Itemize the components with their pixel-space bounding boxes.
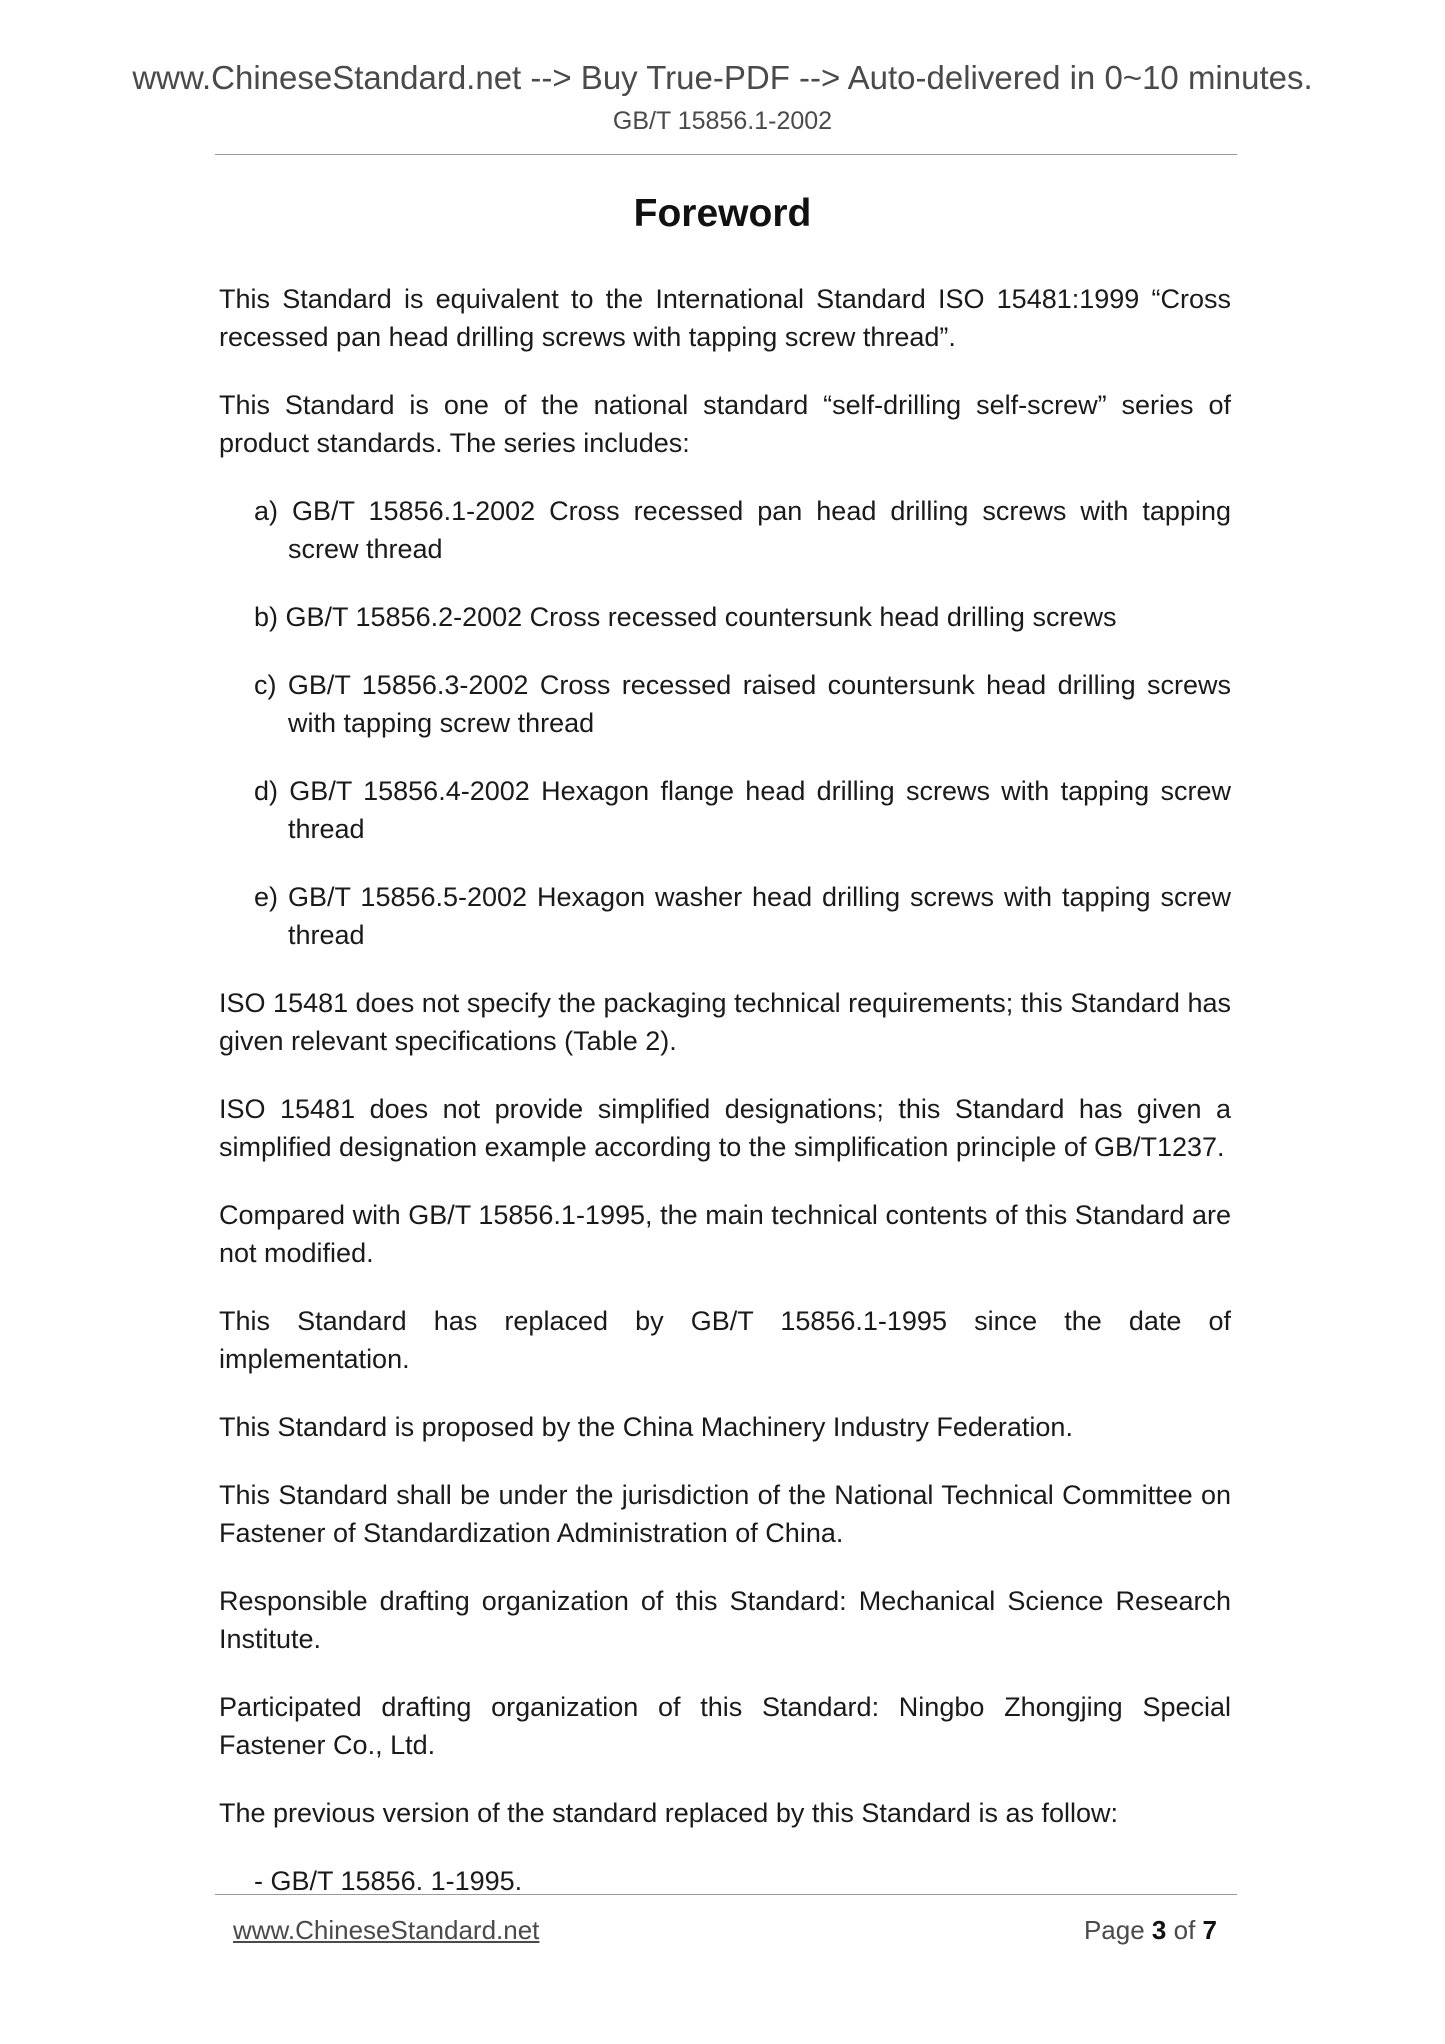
page-total: 7 <box>1202 1915 1217 1945</box>
paragraph: This Standard shall be under the jurisdiction of the National Technical Committee on Fastener of Standardization Administration of China. <box>219 1480 1231 1548</box>
header-banner: www.ChineseStandard.net --> Buy True-PDF --> Auto-delivered in 0~10 minutes. <box>132 59 1313 96</box>
page-indicator <box>1084 1914 1217 1946</box>
footer-divider <box>215 1894 1237 1895</box>
paragraph: This Standard is one of the national standard “self-drilling self-screw” series of product standards. The series includes: <box>219 390 1231 458</box>
paragraph: This Standard is proposed by the China Machinery Industry Federation. <box>219 1412 1073 1442</box>
page-title: Foreword <box>633 192 812 235</box>
paragraph: Responsible drafting organization of this Standard: Mechanical Science Research Institute. <box>219 1586 1231 1654</box>
list-item: - GB/T 15856. 1-1995. <box>254 1866 523 1896</box>
paragraph: This Standard has replaced by GB/T 15856.1-1995 since the date of implementation. <box>219 1306 1231 1374</box>
page-of-label: of <box>1173 1915 1196 1945</box>
paragraph: Compared with GB/T 15856.1-1995, the main technical contents of this Standard are not modified. <box>219 1200 1231 1268</box>
page-label: Page <box>1083 1915 1145 1945</box>
paragraph: ISO 15481 does not provide simplified designations; this Standard has given a simplified designation example according to the simplification principle of GB/T1237. <box>219 1094 1231 1162</box>
paragraph: ISO 15481 does not specify the packaging technical requirements; this Standard has given relevant specifications (Table 2). <box>219 988 1231 1056</box>
paragraph: This Standard is equivalent to the International Standard ISO 15481:1999 “Cross recessed pan head drilling screws with tapping screw thread”. <box>219 284 1231 352</box>
list-item: d) GB/T 15856.4-2002 Hexagon flange head drilling screws with tapping screw thread <box>254 776 1231 844</box>
header-divider <box>215 154 1237 155</box>
paragraph: The previous version of the standard replaced by this Standard is as follow: <box>219 1798 1118 1828</box>
list-item: c) GB/T 15856.3-2002 Cross recessed raised countersunk head drilling screws with tapping screw thread <box>254 670 1231 738</box>
page-current: 3 <box>1151 1915 1167 1945</box>
list-item: e) GB/T 15856.5-2002 Hexagon washer head drilling screws with tapping screw thread <box>254 882 1231 950</box>
standard-code: GB/T 15856.1-2002 <box>612 107 833 135</box>
list-item: a) GB/T 15856.1-2002 Cross recessed pan head drilling screws with tapping screw thread <box>254 496 1231 564</box>
document-body <box>219 280 1231 1930</box>
footer-website-link[interactable]: www.ChineseStandard.net <box>233 1915 540 1945</box>
list-item: b) GB/T 15856.2-2002 Cross recessed countersunk head drilling screws <box>254 602 1117 632</box>
paragraph: Participated drafting organization of this Standard: Ningbo Zhongjing Special Fastener Co., Ltd. <box>219 1692 1231 1760</box>
